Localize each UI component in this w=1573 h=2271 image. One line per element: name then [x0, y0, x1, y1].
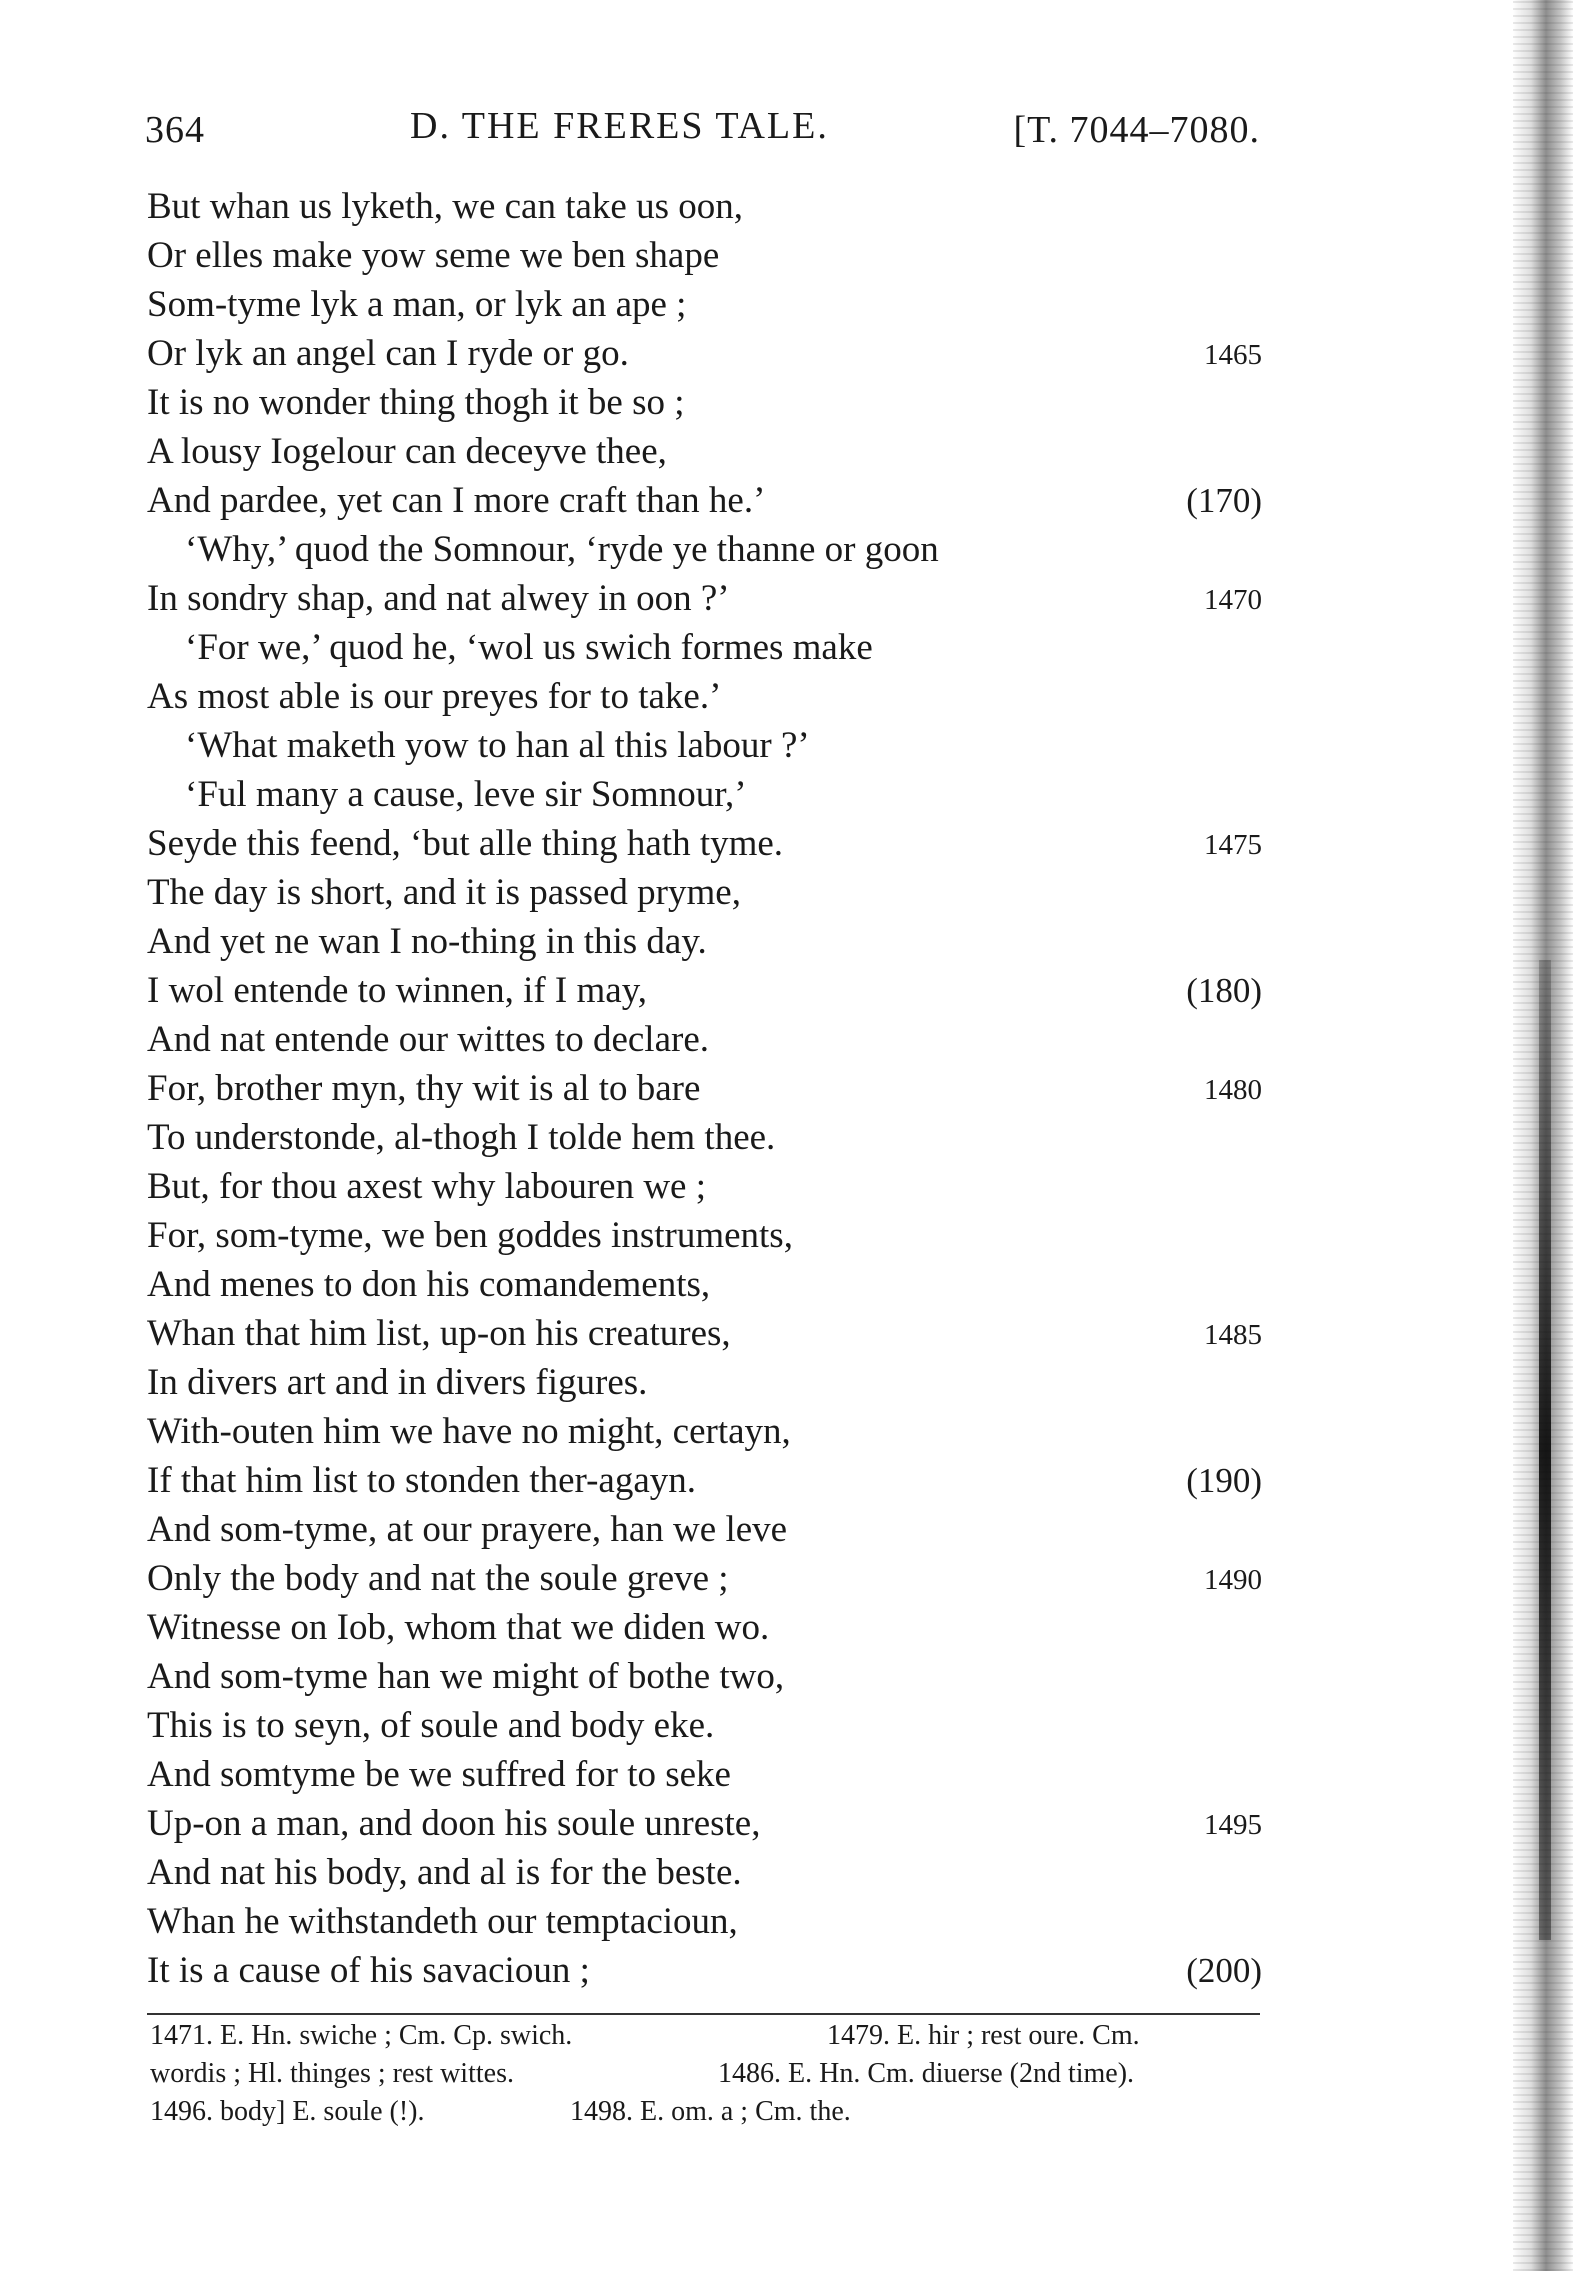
- verse-line: [147, 1897, 1262, 1946]
- verse-line-text: And nat his body, and al is for the beste.: [147, 1852, 742, 1893]
- verse-line-text: But whan us lyketh, we can take us oon,: [147, 186, 743, 227]
- verse-line-text: And menes to don his comandements,: [147, 1264, 711, 1305]
- verse-line: [147, 623, 1262, 672]
- verse-line-text: As most able is our preyes for to take.’: [147, 676, 722, 717]
- footnote-1486: 1486. E. Hn. Cm. diuerse (2nd time).: [718, 2058, 1135, 2089]
- verse-line: [147, 1946, 1262, 1995]
- footnote-1479-cont: wordis ; Hl. thinges ; rest wittes.: [150, 2058, 514, 2089]
- verse-line-text: Whan that him list, up-on his creatures,: [147, 1313, 731, 1354]
- verse-line: [147, 770, 1262, 819]
- line-number: 1475: [1204, 829, 1262, 861]
- page-title: D. THE FRERES TALE.: [410, 105, 829, 147]
- verse-line-text: ‘Ful many a cause, leve sir Somnour,’: [185, 774, 747, 815]
- verse-line: [147, 1211, 1262, 1260]
- verse-line-text: For, som-tyme, we ben goddes instruments,: [147, 1215, 793, 1256]
- verse-line: [147, 1358, 1262, 1407]
- verse-line: [147, 1113, 1262, 1162]
- verse-text: [147, 182, 1262, 1995]
- verse-line-text: Whan he withstandeth our temptacioun,: [147, 1901, 738, 1942]
- verse-line: [147, 280, 1262, 329]
- verse-line-text: ‘For we,’ quod he, ‘wol us swich formes make: [185, 627, 873, 668]
- footnote-1471: 1471. E. Hn. swiche ; Cm. Cp. swich.: [150, 2020, 573, 2051]
- verse-line: [147, 1554, 1262, 1603]
- verse-line: [147, 1848, 1262, 1897]
- verse-line: [147, 1456, 1262, 1505]
- verse-line-text: And som-tyme han we might of bothe two,: [147, 1656, 785, 1697]
- line-reference: [T. 7044–7080.: [1013, 109, 1260, 151]
- line-number: (200): [1186, 1951, 1262, 1990]
- verse-line: [147, 378, 1262, 427]
- verse-line: [147, 1064, 1262, 1113]
- verse-line-text: Only the body and nat the soule greve ;: [147, 1558, 729, 1599]
- verse-line-text: It is no wonder thing thogh it be so ;: [147, 382, 685, 423]
- verse-line-text: A lousy Iogelour can deceyve thee,: [147, 431, 667, 472]
- verse-line: [147, 1162, 1262, 1211]
- line-number: 1480: [1204, 1074, 1262, 1106]
- verse-line: [147, 1407, 1262, 1456]
- verse-line: [147, 574, 1262, 623]
- verse-line-text: And som-tyme, at our prayere, han we leve: [147, 1509, 788, 1550]
- line-number: 1495: [1204, 1809, 1262, 1841]
- verse-line-text: Or elles make yow seme we ben shape: [147, 235, 720, 276]
- footnote-1496: 1496. body] E. soule (!).: [150, 2096, 425, 2127]
- verse-line-text: The day is short, and it is passed pryme,: [147, 872, 741, 913]
- verse-line-text: And pardee, yet can I more craft than he.’: [147, 480, 766, 521]
- verse-line: [147, 1603, 1262, 1652]
- line-number: 1470: [1204, 584, 1262, 616]
- verse-line: [147, 917, 1262, 966]
- footnote-line: [150, 2093, 1265, 2131]
- verse-line-text: ‘What maketh yow to han al this labour ?’: [185, 725, 810, 766]
- verse-line-text: I wol entende to winnen, if I may,: [147, 970, 648, 1011]
- verse-line: [147, 231, 1262, 280]
- verse-line-text: Som-tyme lyk a man, or lyk an ape ;: [147, 284, 687, 325]
- line-number: (180): [1186, 971, 1262, 1010]
- verse-line-text: If that him list to stonden ther-agayn.: [147, 1460, 697, 1501]
- binding-shadow: [1539, 960, 1551, 1940]
- verse-line: [147, 427, 1262, 476]
- page-number: 364: [145, 109, 205, 151]
- verse-line: [147, 525, 1262, 574]
- footnote-line: [150, 2055, 1265, 2093]
- verse-line-text: Up-on a man, and doon his soule unreste,: [147, 1803, 761, 1844]
- verse-line: [147, 1750, 1262, 1799]
- verse-line: [147, 966, 1262, 1015]
- line-number: (190): [1186, 1461, 1262, 1500]
- verse-line: [147, 476, 1262, 525]
- verse-line-text: And somtyme be we suffred for to seke: [147, 1754, 731, 1795]
- verse-line: [147, 1652, 1262, 1701]
- verse-line: [147, 1701, 1262, 1750]
- verse-line-text: It is a cause of his savacioun ;: [147, 1950, 590, 1991]
- verse-line-text: In sondry shap, and nat alwey in oon ?’: [147, 578, 730, 619]
- verse-line-text: And nat entende our wittes to declare.: [147, 1019, 709, 1060]
- verse-line-text: This is to seyn, of soule and body eke.: [147, 1705, 715, 1746]
- footnotes: [150, 2017, 1265, 2131]
- verse-line: [147, 1015, 1262, 1064]
- verse-line: [147, 672, 1262, 721]
- footnote-1479: 1479. E. hir ; rest oure. Cm.: [827, 2020, 1140, 2051]
- verse-line-text: ‘Why,’ quod the Somnour, ‘ryde ye thanne or goon: [185, 529, 939, 570]
- verse-line: [147, 1505, 1262, 1554]
- verse-line: [147, 819, 1262, 868]
- line-number: 1465: [1204, 339, 1262, 371]
- footnote-1498: 1498. E. om. a ; Cm. the.: [570, 2096, 851, 2127]
- verse-line: [147, 182, 1262, 231]
- footnote-divider: [147, 2013, 1260, 2015]
- verse-line-text: And yet ne wan I no-thing in this day.: [147, 921, 707, 962]
- verse-line: [147, 868, 1262, 917]
- verse-line: [147, 1260, 1262, 1309]
- running-header: [145, 100, 1260, 160]
- verse-line-text: To understonde, al-thogh I tolde hem thee.: [147, 1117, 776, 1158]
- verse-line-text: With-outen him we have no might, certayn,: [147, 1411, 791, 1452]
- verse-line-text: Or lyk an angel can I ryde or go.: [147, 333, 629, 374]
- verse-line-text: But, for thou axest why labouren we ;: [147, 1166, 706, 1207]
- line-number: 1490: [1204, 1564, 1262, 1596]
- line-number: (170): [1186, 481, 1262, 520]
- verse-line: [147, 1799, 1262, 1848]
- footnote-line: [150, 2017, 1265, 2055]
- verse-line-text: In divers art and in divers figures.: [147, 1362, 648, 1403]
- line-number: 1485: [1204, 1319, 1262, 1351]
- verse-line: [147, 1309, 1262, 1358]
- verse-line-text: Witnesse on Iob, whom that we diden wo.: [147, 1607, 770, 1648]
- verse-line: [147, 329, 1262, 378]
- verse-line: [147, 721, 1262, 770]
- verse-line-text: Seyde this feend, ‘but alle thing hath tyme.: [147, 823, 784, 864]
- verse-line-text: For, brother myn, thy wit is al to bare: [147, 1068, 701, 1109]
